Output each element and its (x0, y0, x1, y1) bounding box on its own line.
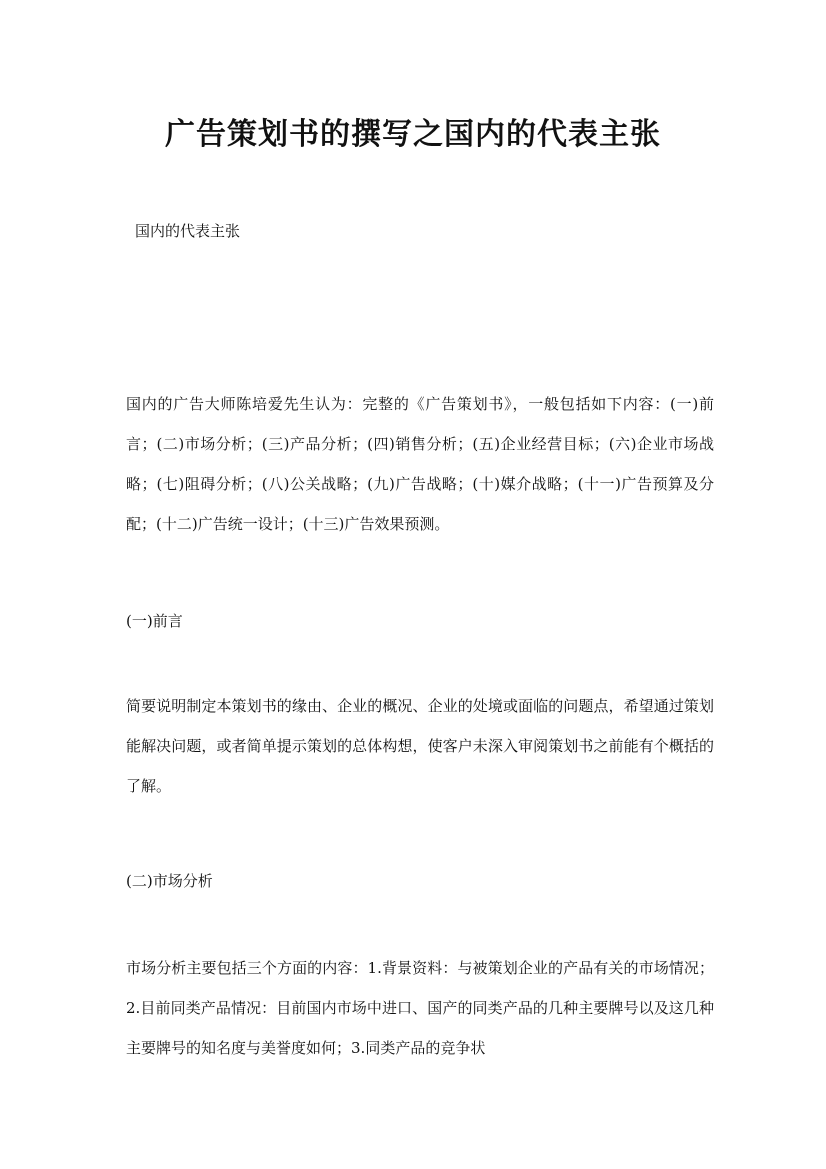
section-heading-preface: (一)前言 (126, 612, 183, 630)
document-title: 广告策划书的撰写之国内的代表主张 (165, 117, 661, 152)
section-heading-market-analysis: (二)市场分析 (126, 872, 213, 890)
section-body-market-analysis: 市场分析主要包括三个方面的内容：1.背景资料：与被策划企业的产品有关的市场情况；2.目前同类产品情况：目前国内市场中进口、国产的同类产品的几种主要牌号以及这几种主要牌号的知名度与美誉度如何；3.同类产品的竞争状 (126, 959, 714, 1057)
intro-paragraph: 国内的广告大师陈培爱先生认为：完整的《广告策划书》，一般包括如下内容：(一)前言；(二)市场分析；(三)产品分析；(四)销售分析；(五)企业经营目标；(六)企业市场战略；(七)阻碍分析；(八)公关战略；(九)广告战略；(十)媒介战略；(十一)广告预算及分配；(十二)广告统一设计；(十三)广告效果预测。 (126, 395, 714, 533)
document-subtitle: 国内的代表主张 (135, 222, 241, 240)
section-body-preface: 简要说明制定本策划书的缘由、企业的概况、企业的处境或面临的问题点，希望通过策划能解决问题，或者简单提示策划的总体构想，使客户未深入审阅策划书之前能有个概括的了解。 (126, 697, 714, 795)
